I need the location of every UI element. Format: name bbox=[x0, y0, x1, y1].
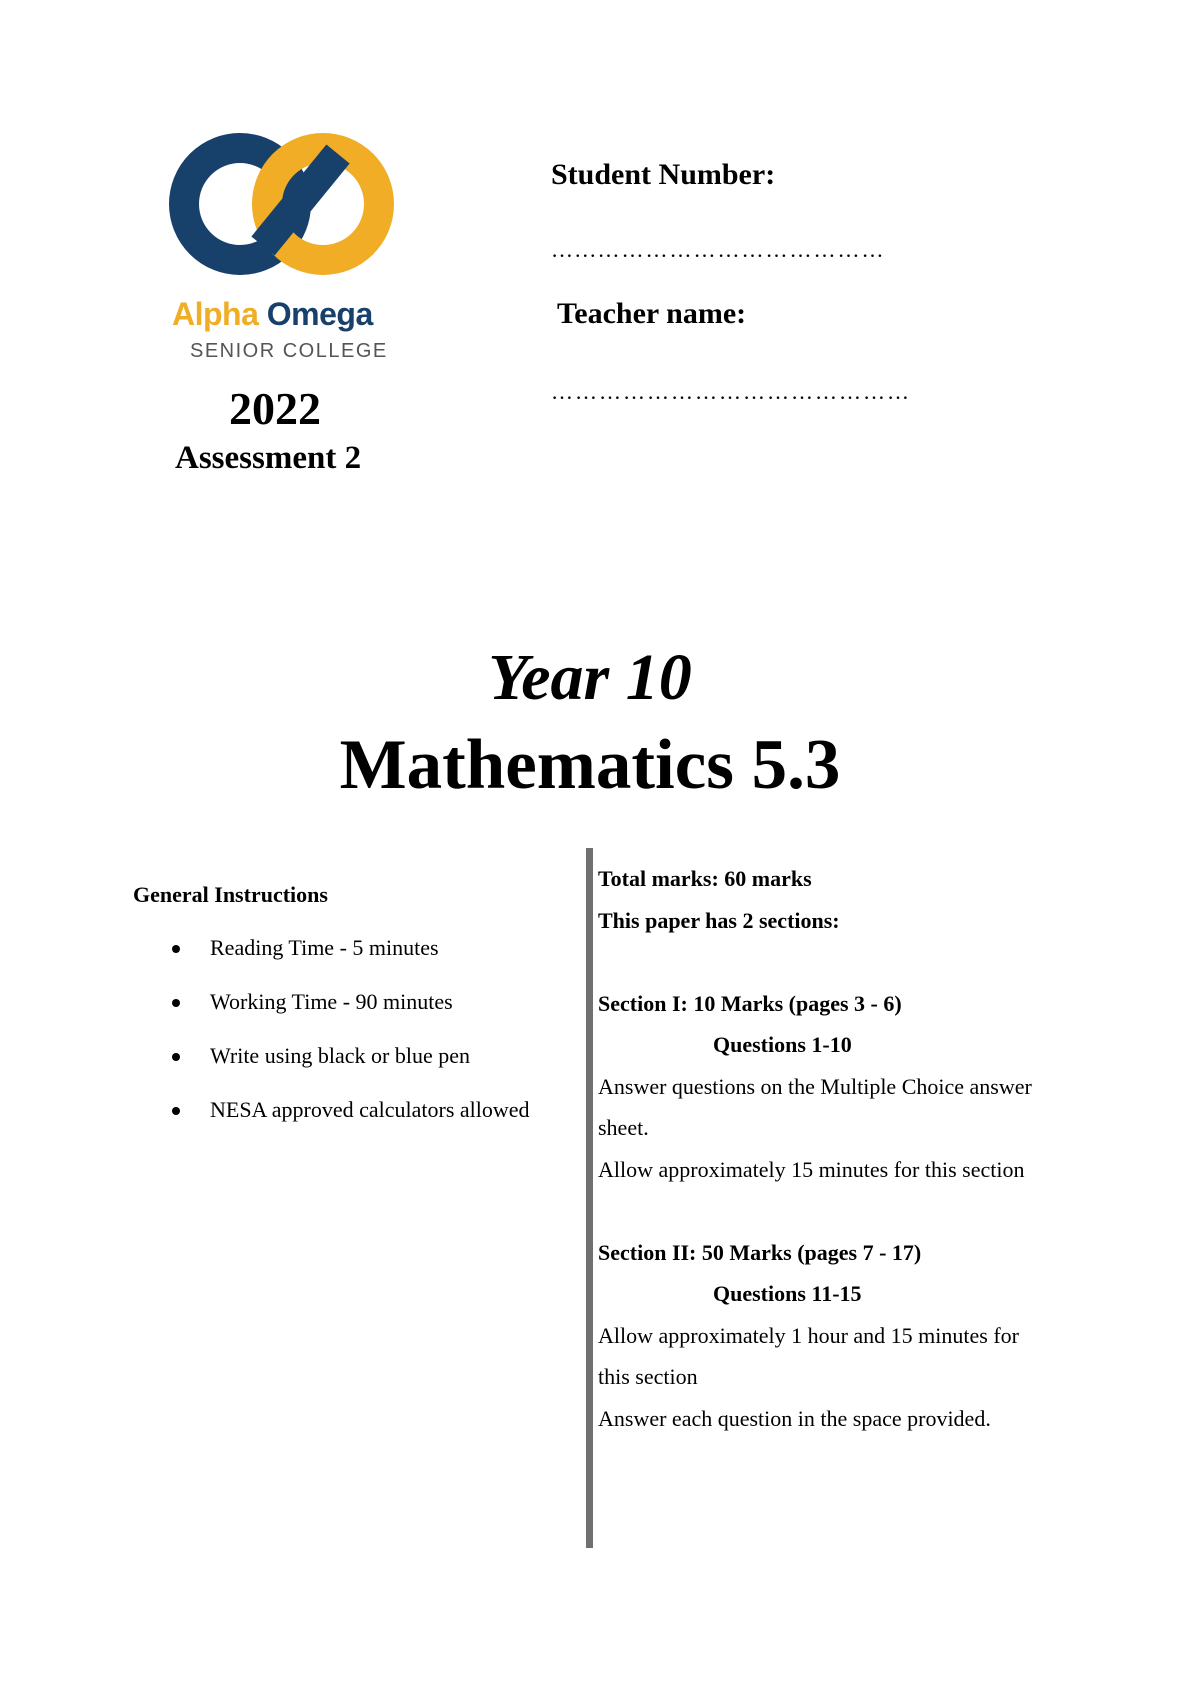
section1-heading: Section I: 10 Marks (pages 3 - 6) bbox=[598, 990, 902, 1016]
section2-text: this section bbox=[598, 1364, 698, 1389]
section1-text: Answer questions on the Multiple Choice answer bbox=[598, 1073, 1032, 1099]
assessment-label: Assessment 2 bbox=[175, 440, 362, 476]
total-marks: Total marks: 60 marks bbox=[598, 866, 812, 891]
title-year: Year 10 bbox=[488, 641, 692, 714]
spacer bbox=[598, 941, 1118, 983]
section2-text: Allow approximately 1 hour and 15 minutes for bbox=[598, 1322, 1019, 1348]
general-instructions-title: General Instructions bbox=[133, 882, 328, 907]
school-name bbox=[172, 296, 373, 333]
instruction-text: Reading Time - 5 minutes bbox=[210, 935, 439, 960]
teacher-name-label: Teacher name: bbox=[557, 297, 747, 330]
bullet-icon bbox=[172, 999, 180, 1007]
instruction-item bbox=[172, 1094, 532, 1126]
bullet-icon bbox=[172, 945, 180, 953]
instruction-text: Write using black or blue pen bbox=[210, 1043, 470, 1068]
sections-count: This paper has 2 sections: bbox=[598, 907, 840, 933]
general-instructions-list bbox=[172, 932, 532, 1148]
section1-text: sheet. bbox=[598, 1115, 649, 1140]
section2-questions: Questions 11-15 bbox=[713, 1281, 862, 1306]
school-logo-icon bbox=[168, 128, 398, 288]
teacher-name-field[interactable]: ……………………………………… bbox=[551, 379, 911, 404]
student-number-label: Student Number: bbox=[551, 158, 776, 191]
school-name-part1: Alpha bbox=[172, 296, 259, 332]
instruction-item bbox=[172, 986, 532, 1018]
paper-info bbox=[598, 858, 1118, 1439]
section1-questions: Questions 1-10 bbox=[713, 1032, 852, 1057]
title-subject: Mathematics 5.3 bbox=[339, 726, 841, 804]
instruction-text: NESA approved calculators allowed bbox=[210, 1097, 530, 1122]
bullet-icon bbox=[172, 1107, 180, 1115]
school-name-part2: Omega bbox=[266, 296, 373, 332]
bullet-icon bbox=[172, 1053, 180, 1061]
column-divider bbox=[586, 848, 593, 1548]
school-subtitle: SENIOR COLLEGE bbox=[190, 340, 388, 362]
section2-text: Answer each question in the space provided. bbox=[598, 1405, 991, 1431]
spacer bbox=[598, 1190, 1118, 1232]
instruction-item bbox=[172, 932, 532, 964]
section2-heading: Section II: 50 Marks (pages 7 - 17) bbox=[598, 1239, 922, 1265]
exam-year: 2022 bbox=[229, 383, 321, 434]
student-number-field[interactable]: …...……………………………… bbox=[551, 237, 886, 262]
instruction-item bbox=[172, 1040, 532, 1072]
section1-text: Allow approximately 15 minutes for this section bbox=[598, 1156, 1025, 1182]
instruction-text: Working Time - 90 minutes bbox=[210, 989, 453, 1014]
